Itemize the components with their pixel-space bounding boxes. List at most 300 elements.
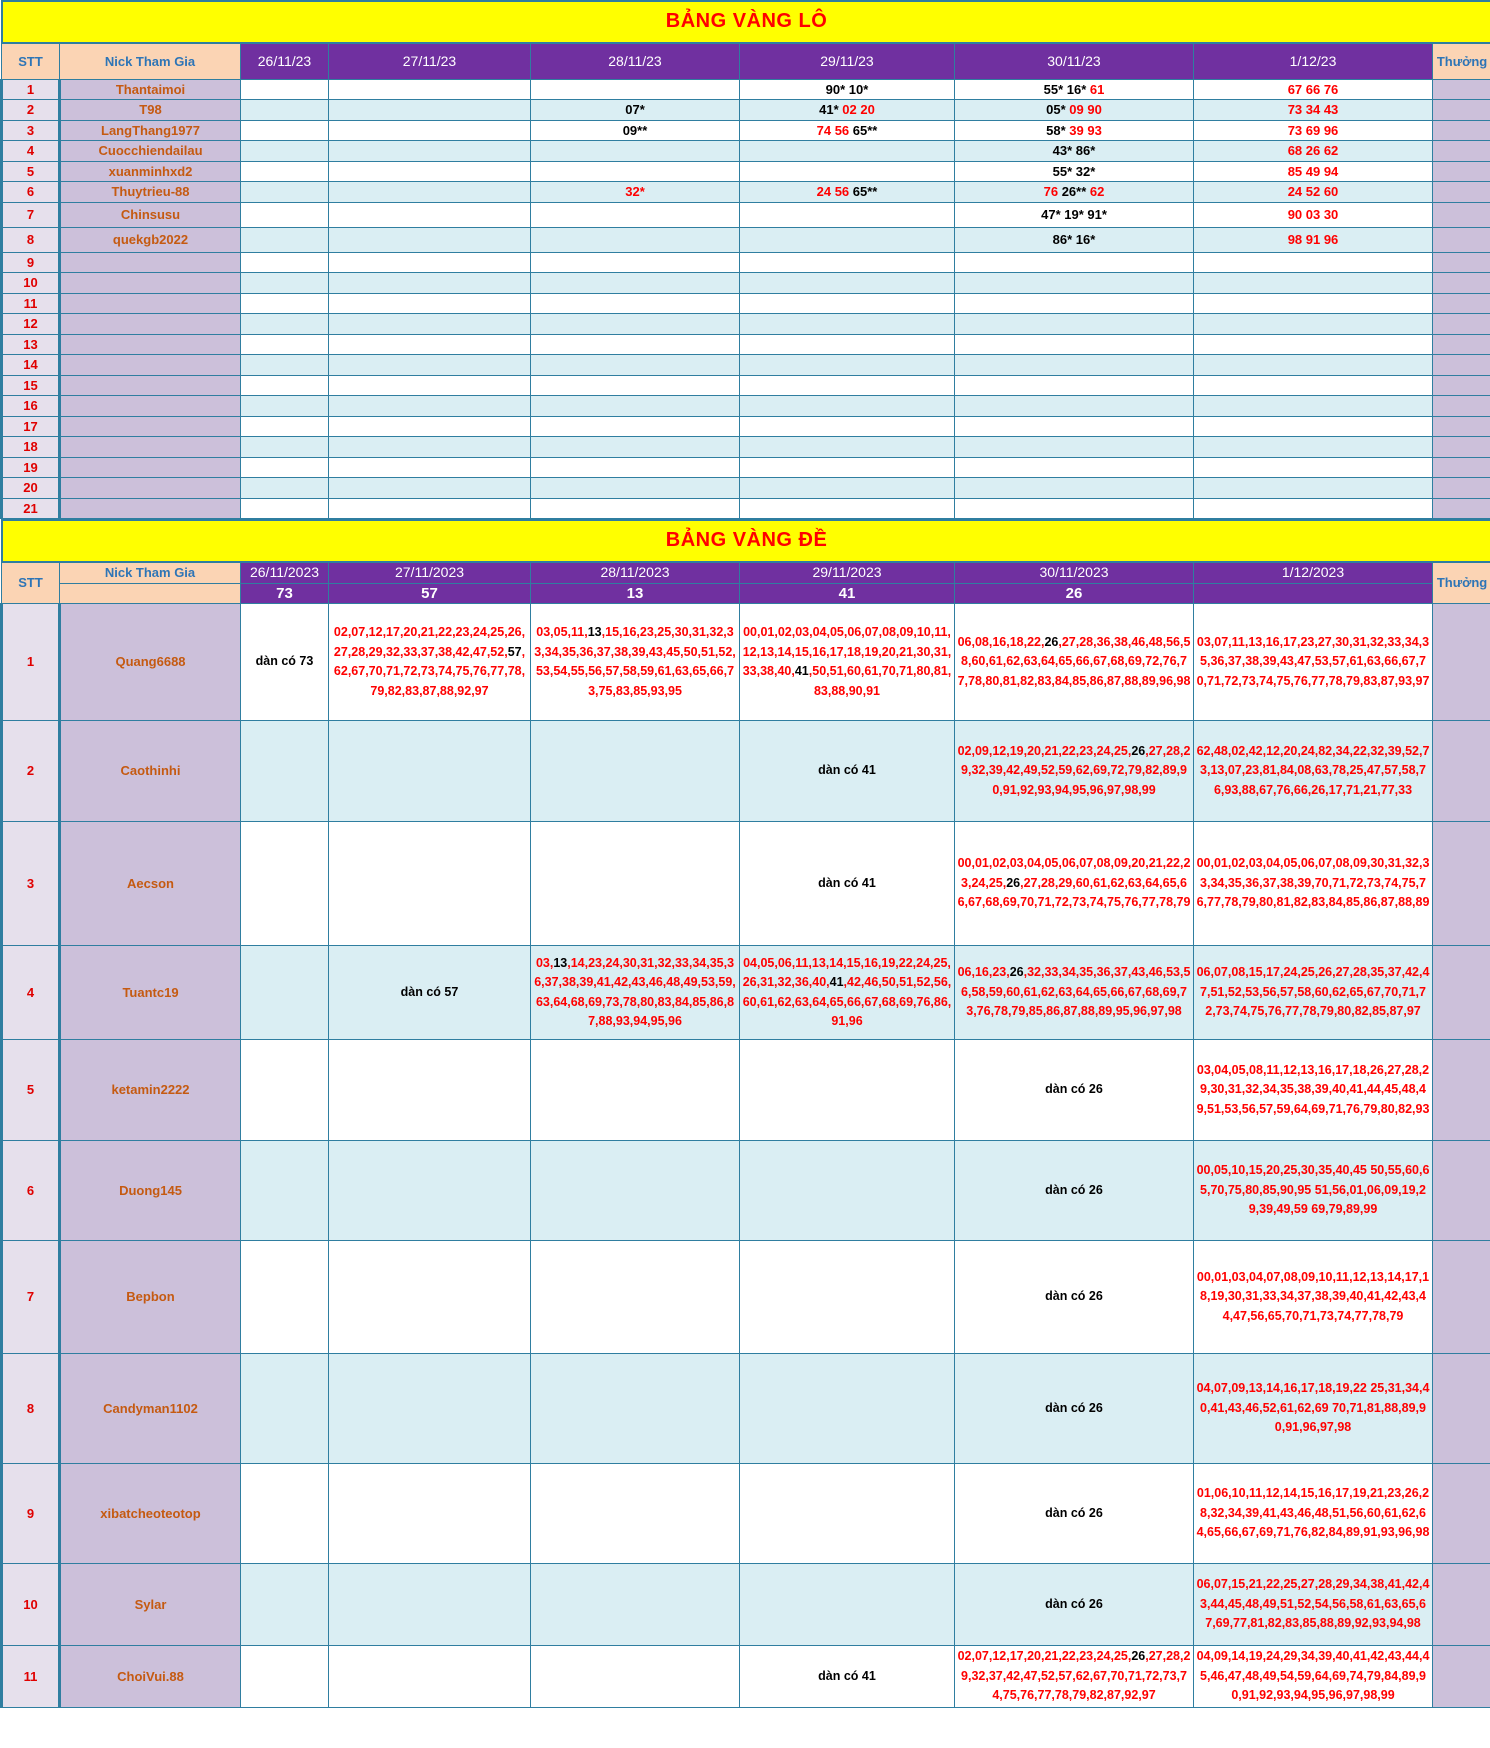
table-row [2, 478, 1490, 499]
lo-cell [329, 202, 531, 227]
number-segment: dàn có 26 [1045, 1082, 1103, 1097]
stt-header: STT [2, 562, 60, 604]
de-cell [241, 1564, 329, 1646]
thuong-header: Thưởng [1433, 43, 1490, 79]
number-segment: 90 03 30 [1287, 206, 1339, 222]
table-row [2, 273, 1490, 294]
thuong-cell [1433, 1464, 1490, 1564]
lo-cell [329, 375, 531, 396]
number-segment: 00,01,02,03,04,05,06,07,08,09,20,21,22,23,24,25, [957, 856, 1191, 890]
table-row [2, 396, 1490, 417]
number-segment: 03,04,05,08,11,12,13,16,17,18,26,27,28,29,30,31,32,34,35,38,39,40,41,44,45,48,49,51,53,56,57,59,64,69,71,76,79,80,82,93 [1196, 1062, 1430, 1116]
number-segment: 65** [852, 184, 878, 199]
nick-name [60, 293, 241, 314]
row-number: 6 [2, 1141, 60, 1241]
number-segment: ,27,28,29,60,61,62,63,64,65,66,67,68,69,70,71,72,73,74,75,76,77,78,79 [957, 875, 1191, 910]
row-number: 18 [2, 437, 60, 458]
row-number: 12 [2, 314, 60, 335]
number-segment: 04,05,06,11,13,14,15,16,19,22,24,25,26,31,32,36,40, [742, 955, 951, 989]
lo-cell [329, 79, 531, 100]
number-segment: ,50,51,60,61,70,71,80,81,83,88,90,91 [808, 664, 952, 698]
thuong-cell [1433, 141, 1490, 162]
number-segment: dàn có 26 [1045, 1505, 1103, 1520]
lo-table [0, 0, 1490, 519]
result-header: 26 [955, 583, 1194, 604]
row-number: 4 [2, 141, 60, 162]
number-segment: 39 93 [1069, 122, 1102, 138]
table-row [2, 100, 1490, 121]
nick-header-blank [60, 583, 241, 604]
lo-cell [955, 457, 1194, 478]
lo-cell [1194, 227, 1433, 252]
date-header: 27/11/23 [329, 43, 531, 79]
nick-name: Candyman1102 [60, 1354, 241, 1464]
lo-cell [955, 100, 1194, 121]
title-row [2, 520, 1490, 562]
lo-cell [955, 120, 1194, 141]
de-cell [329, 1241, 531, 1354]
lo-cell [955, 355, 1194, 376]
number-segment: 02,07,12,17,20,21,22,23,24,25,26,27,28,29,32,33,37,38,42,47,52, [333, 625, 526, 659]
nick-name: xuanminhxd2 [60, 161, 241, 182]
lo-cell [329, 334, 531, 355]
date-header: 29/11/23 [740, 43, 955, 79]
thuong-header: Thưởng [1433, 562, 1490, 604]
lo-cell [241, 396, 329, 417]
number-segment: 98 91 96 [1287, 231, 1339, 247]
row-number: 9 [2, 1464, 60, 1564]
de-cell [531, 1040, 740, 1141]
lo-cell [241, 141, 329, 162]
nick-name: Cuocchiendailau [60, 141, 241, 162]
lo-cell [531, 355, 740, 376]
nick-name: ketamin2222 [60, 1040, 241, 1141]
lo-cell [740, 334, 955, 355]
lo-cell [955, 293, 1194, 314]
table-row [2, 79, 1490, 100]
nick-name: xibatcheoteotop [60, 1464, 241, 1564]
de-cell [955, 1354, 1194, 1464]
row-number: 7 [2, 202, 60, 227]
thuong-cell [1433, 100, 1490, 121]
number-segment: 09** [622, 122, 648, 138]
lo-cell [740, 161, 955, 182]
number-segment: 67 66 76 [1287, 81, 1339, 97]
title-row [2, 1, 1490, 43]
result-header: 13 [531, 583, 740, 604]
de-title: BẢNG VÀNG ĐỀ [2, 520, 1490, 562]
lo-cell [1194, 457, 1433, 478]
number-segment: 02 20 [842, 102, 875, 117]
de-cell [241, 1141, 329, 1241]
thuong-cell [1433, 416, 1490, 437]
de-cell [1194, 946, 1433, 1040]
lo-cell [1194, 416, 1433, 437]
lo-cell [1194, 182, 1433, 203]
row-number: 3 [2, 822, 60, 946]
number-segment: 26 [1131, 1649, 1146, 1664]
de-cell [531, 604, 740, 721]
de-cell [531, 1564, 740, 1646]
nick-name [60, 478, 241, 499]
lo-cell [1194, 120, 1433, 141]
lo-cell [740, 498, 955, 519]
lo-cell [740, 457, 955, 478]
lo-cell [329, 355, 531, 376]
table-row [2, 721, 1490, 822]
number-segment: 01,06,10,11,12,14,15,16,17,19,21,23,26,28,32,34,39,41,43,46,48,51,56,60,61,62,64,65,66,67,69,71,76,82,84,89,91,93,96,98 [1196, 1486, 1430, 1540]
number-segment: 90* 10* [825, 81, 869, 97]
lo-cell [241, 314, 329, 335]
number-segment: ,62,67,70,71,72,73,74,75,76,77,78,79,82,83,87,88,92,97 [333, 644, 526, 698]
de-cell [955, 721, 1194, 822]
number-segment: 05* [1046, 102, 1070, 117]
de-cell [241, 1464, 329, 1564]
lo-cell [531, 375, 740, 396]
number-segment: ,32,33,34,35,36,37,43,46,53,56,58,59,60,61,62,63,64,65,66,67,68,69,73,76,78,79,85,86,87,88,89,95,96,97,98 [961, 965, 1191, 1019]
thuong-cell [1433, 227, 1490, 252]
lo-cell [531, 437, 740, 458]
number-segment: dàn có 41 [818, 763, 876, 778]
lo-cell [329, 182, 531, 203]
de-cell [740, 1141, 955, 1241]
lo-cell [531, 182, 740, 203]
lo-cell [740, 227, 955, 252]
row-number: 9 [2, 252, 60, 273]
de-cell [1194, 604, 1433, 721]
nick-name: Sylar [60, 1564, 241, 1646]
lo-cell [740, 202, 955, 227]
lo-cell [1194, 396, 1433, 417]
stt-header: STT [2, 43, 60, 79]
number-segment: 68 26 62 [1287, 143, 1339, 158]
table-row [2, 946, 1490, 1040]
number-segment: 02,09,12,19,20,21,22,23,24,25, [957, 743, 1132, 758]
number-segment: 58* [1046, 122, 1070, 138]
lo-cell [531, 478, 740, 499]
nick-name: Bepbon [60, 1241, 241, 1354]
de-cell [329, 1141, 531, 1241]
date-header: 27/11/2023 [329, 562, 531, 583]
date-header: 30/11/23 [955, 43, 1194, 79]
thuong-cell [1433, 202, 1490, 227]
row-number: 16 [2, 396, 60, 417]
lo-cell [241, 182, 329, 203]
number-segment: 86* 16* [1052, 231, 1096, 247]
nick-name: Thuytrieu-88 [60, 182, 241, 203]
lo-cell [531, 120, 740, 141]
number-segment: 41 [794, 664, 809, 678]
lo-cell [531, 100, 740, 121]
row-number: 7 [2, 1241, 60, 1354]
number-segment: ,15,16,23,25,30,31,32,33,34,35,36,37,38,39,43,45,50,51,52,53,54,55,56,57,58,59,61,63,65,66,73,75,83,85,93,95 [534, 625, 736, 698]
thuong-cell [1433, 1040, 1490, 1141]
nick-name [60, 355, 241, 376]
number-segment: ,27,28,29,32,39,42,49,52,59,62,69,72,79,82,89,90,91,92,93,94,95,96,97,98,99 [961, 743, 1191, 797]
row-number: 8 [2, 1354, 60, 1464]
de-cell [329, 1646, 531, 1708]
de-cell [740, 1040, 955, 1141]
number-segment: dàn có 41 [818, 875, 876, 890]
lo-cell [1194, 100, 1433, 121]
de-cell [531, 946, 740, 1040]
lo-cell [329, 457, 531, 478]
nick-name: ChoiVui.88 [60, 1646, 241, 1708]
de-cell [740, 721, 955, 822]
de-cell [531, 1354, 740, 1464]
lo-cell [955, 202, 1194, 227]
thuong-cell [1433, 478, 1490, 499]
lo-cell [740, 141, 955, 162]
lo-cell [531, 457, 740, 478]
de-cell [241, 721, 329, 822]
row-number: 5 [2, 1040, 60, 1141]
number-segment: ,27,28,29,32,37,42,47,52,57,62,67,70,71,72,73,74,75,76,77,78,79,82,87,92,97 [961, 1649, 1191, 1703]
nick-name: Caothinhi [60, 721, 241, 822]
number-segment: 00,01,03,04,07,08,09,10,11,12,13,14,17,18,19,30,31,33,34,37,38,39,40,41,42,43,44,47,56,65,70,71,73,74,77,78,79 [1196, 1269, 1430, 1323]
lo-cell [955, 252, 1194, 273]
lo-cell [1194, 478, 1433, 499]
lo-cell [1194, 355, 1433, 376]
lo-cell [329, 120, 531, 141]
nick-header: Nick Tham Gia [60, 43, 241, 79]
row-number: 15 [2, 375, 60, 396]
lo-cell [329, 314, 531, 335]
de-cell [241, 1646, 329, 1708]
date-header: 29/11/2023 [740, 562, 955, 583]
lo-cell [531, 227, 740, 252]
lo-cell [955, 273, 1194, 294]
nick-name [60, 437, 241, 458]
lo-cell [241, 478, 329, 499]
thuong-cell [1433, 822, 1490, 946]
lo-cell [241, 252, 329, 273]
nick-name [60, 314, 241, 335]
number-segment: 06,07,15,21,22,25,27,28,29,34,38,41,42,43,44,45,48,49,51,52,54,56,58,61,63,65,67,69,77,81,82,83,85,88,89,92,93,94,98 [1196, 1577, 1430, 1631]
lo-cell [955, 314, 1194, 335]
row-number: 19 [2, 457, 60, 478]
lo-cell [329, 100, 531, 121]
row-number: 11 [2, 293, 60, 314]
number-segment: 73 69 96 [1287, 122, 1339, 138]
date-header: 1/12/23 [1194, 43, 1433, 79]
thuong-cell [1433, 355, 1490, 376]
number-segment: ,27,28,36,38,46,48,56,58,60,61,62,63,64,65,66,67,68,69,72,76,77,78,80,81,82,83,84,85,86,87,88,89,96,98 [957, 634, 1191, 688]
lo-cell [531, 141, 740, 162]
nick-name [60, 498, 241, 519]
table-row [2, 822, 1490, 946]
lo-cell [1194, 79, 1433, 100]
table-row [2, 355, 1490, 376]
thuong-cell [1433, 182, 1490, 203]
de-cell [241, 822, 329, 946]
date-header: 26/11/2023 [241, 562, 329, 583]
de-cell [329, 1564, 531, 1646]
lo-cell [955, 182, 1194, 203]
thuong-cell [1433, 946, 1490, 1040]
de-cell [740, 1354, 955, 1464]
lo-cell [955, 375, 1194, 396]
lo-cell [955, 79, 1194, 100]
lo-cell [531, 416, 740, 437]
row-number: 1 [2, 604, 60, 721]
lo-cell [329, 396, 531, 417]
lo-cell [955, 437, 1194, 458]
de-cell [955, 1241, 1194, 1354]
number-segment: 00,01,02,03,04,05,06,07,08,09,30,31,32,33,34,35,36,37,38,39,70,71,72,73,74,75,76,77,78,79,80,81,82,83,84,85,86,87,88,89 [1196, 856, 1430, 910]
row-number: 14 [2, 355, 60, 376]
number-segment: dàn có 26 [1045, 1289, 1103, 1304]
lo-cell [1194, 273, 1433, 294]
de-cell [329, 604, 531, 721]
nick-name [60, 375, 241, 396]
nick-name: quekgb2022 [60, 227, 241, 252]
thuong-cell [1433, 1241, 1490, 1354]
number-segment: 07* [625, 102, 645, 117]
number-segment: 73 34 43 [1287, 102, 1339, 117]
lo-cell [740, 252, 955, 273]
de-cell [1194, 1464, 1433, 1564]
lo-cell [241, 227, 329, 252]
number-segment: 09 90 [1069, 102, 1102, 117]
thuong-cell [1433, 120, 1490, 141]
lo-cell [241, 437, 329, 458]
number-segment: 06,08,16,18,22, [957, 634, 1045, 649]
number-segment: dàn có 73 [255, 654, 314, 669]
table-row [2, 375, 1490, 396]
lo-cell [740, 416, 955, 437]
row-number: 4 [2, 946, 60, 1040]
nick-name [60, 273, 241, 294]
thuong-cell [1433, 604, 1490, 721]
de-cell [1194, 721, 1433, 822]
table-row [2, 1241, 1490, 1354]
thuong-cell [1433, 396, 1490, 417]
row-number: 6 [2, 182, 60, 203]
lo-cell [329, 273, 531, 294]
table-row [2, 457, 1490, 478]
nick-name [60, 457, 241, 478]
table-row [2, 182, 1490, 203]
number-segment: 03,05,11, [536, 625, 588, 639]
date-header: 28/11/2023 [531, 562, 740, 583]
thuong-cell [1433, 457, 1490, 478]
lo-cell [241, 273, 329, 294]
de-cell [241, 946, 329, 1040]
number-segment: 06,07,08,15,17,24,25,26,27,28,35,37,42,47,51,52,53,56,57,58,60,62,65,67,70,71,72,73,74,75,76,77,78,79,80,82,85,87,97 [1196, 965, 1430, 1019]
number-segment: 00,01,02,03,04,05,06,07,08,09,10,11,12,13,14,15,16,17,18,19,20,21,30,31,33,38,40, [742, 625, 952, 678]
lo-cell [1194, 498, 1433, 519]
de-cell [1194, 1141, 1433, 1241]
lo-cell [241, 293, 329, 314]
row-number: 21 [2, 498, 60, 519]
de-cell [740, 1241, 955, 1354]
lo-cell [740, 396, 955, 417]
lo-cell [329, 161, 531, 182]
lo-cell [740, 437, 955, 458]
table-row [2, 1564, 1490, 1646]
table-row [2, 293, 1490, 314]
result-header: 41 [740, 583, 955, 604]
number-segment: 06,16,23, [957, 965, 1010, 980]
result-row [2, 583, 1490, 604]
thuong-cell [1433, 334, 1490, 355]
row-number: 3 [2, 120, 60, 141]
de-cell [329, 1354, 531, 1464]
de-cell [1194, 1354, 1433, 1464]
nick-name [60, 334, 241, 355]
number-segment: ,42,46,50,51,52,56,60,61,62,63,64,65,66,67,68,69,76,86,91,96 [742, 975, 952, 1028]
lo-cell [1194, 375, 1433, 396]
lo-cell [740, 273, 955, 294]
nick-name: LangThang1977 [60, 120, 241, 141]
number-segment: 74 56 [816, 122, 853, 138]
nick-name [60, 252, 241, 273]
number-segment: 41* [819, 102, 843, 117]
lo-cell [531, 79, 740, 100]
lo-cell [955, 334, 1194, 355]
number-segment: 24 52 60 [1287, 184, 1339, 199]
table-row [2, 314, 1490, 335]
number-segment: 62 [1089, 184, 1105, 199]
lo-cell [241, 355, 329, 376]
number-segment: 32* [625, 184, 645, 199]
lo-title: BẢNG VÀNG LÔ [2, 1, 1490, 43]
de-cell [1194, 822, 1433, 946]
de-cell [531, 822, 740, 946]
nick-name: Thantaimoi [60, 79, 241, 100]
thuong-cell [1433, 1141, 1490, 1241]
number-segment: 24 56 [816, 184, 853, 199]
table-row [2, 334, 1490, 355]
lo-cell [329, 227, 531, 252]
nick-name: Tuantc19 [60, 946, 241, 1040]
nick-name: Duong145 [60, 1141, 241, 1241]
number-segment: 57 [507, 644, 522, 659]
de-cell [740, 822, 955, 946]
number-segment: 04,07,09,13,14,16,17,18,19,22 25,31,34,40,41,43,46,52,61,62,69 70,71,81,88,89,90,91,96,97,98 [1196, 1381, 1430, 1435]
number-segment: 76 [1043, 184, 1062, 199]
number-segment: 26** [1061, 184, 1090, 199]
lo-cell [1194, 202, 1433, 227]
date-header: 26/11/23 [241, 43, 329, 79]
number-segment: 03,07,11,13,16,17,23,27,30,31,32,33,34,35,36,37,38,39,43,47,53,57,61,63,66,67,70,71,72,73,74,75,76,77,78,79,83,87,93,97 [1196, 634, 1430, 688]
lo-cell [241, 202, 329, 227]
number-segment: dàn có 26 [1045, 1400, 1103, 1415]
number-segment: 03, [535, 955, 554, 970]
de-cell [955, 946, 1194, 1040]
row-number: 5 [2, 161, 60, 182]
lo-cell [740, 100, 955, 121]
lo-cell [329, 478, 531, 499]
lo-cell [1194, 141, 1433, 162]
number-segment: 55* 16* [1043, 81, 1090, 97]
table-row [2, 1354, 1490, 1464]
lo-cell [1194, 437, 1433, 458]
lo-cell [531, 314, 740, 335]
number-segment: 26 [1044, 634, 1059, 649]
number-segment: dàn có 41 [818, 1668, 876, 1683]
lo-cell [955, 396, 1194, 417]
number-segment: 04,09,14,19,24,29,34,39,40,41,42,43,44,45,46,47,48,49,54,59,64,69,74,79,84,89,90,91,92,93,94,95,96,97,98,99 [1196, 1649, 1430, 1703]
thuong-cell [1433, 273, 1490, 294]
lo-cell [740, 79, 955, 100]
de-cell [740, 1646, 955, 1708]
row-number: 17 [2, 416, 60, 437]
row-number: 11 [2, 1646, 60, 1708]
table-row [2, 252, 1490, 273]
lo-cell [955, 498, 1194, 519]
